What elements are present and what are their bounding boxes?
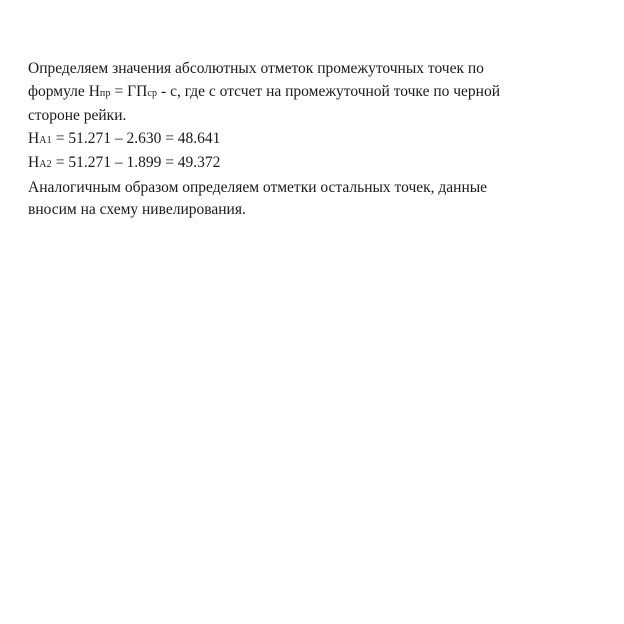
equation-a2-symbol: H	[28, 154, 40, 171]
intro-line-1: Определяем значения абсолютных отметок промежуточных точек по	[28, 60, 484, 77]
equation-a1-symbol: H	[28, 129, 40, 147]
equation-line-a1	[28, 128, 598, 153]
document-text	[28, 58, 598, 222]
conclusion-line-1: Аналогичным образом определяем отметки остальных точек, данные	[28, 178, 488, 196]
formula-gp-subscript: ср	[147, 87, 158, 99]
intro-line-2-suffix: - с, где с отсчет на промежуточной точке по черной	[157, 82, 501, 100]
conclusion-line-2: вносим на схему нивелирования.	[28, 201, 246, 218]
formula-h-symbol: H	[88, 82, 100, 100]
equation-line-a2	[28, 152, 598, 177]
intro-line-3: стороне рейки.	[28, 107, 127, 124]
intro-line-2	[28, 81, 598, 106]
equation-a2-subscript: A2	[39, 159, 52, 170]
formula-h-subscript: пр	[99, 87, 111, 99]
formula-gp-term: = ГП	[110, 82, 148, 100]
equation-a1-expression: = 51.271 – 2.630 = 48.641	[51, 129, 221, 147]
intro-line-2-prefix: формуле	[28, 82, 89, 100]
equation-a2-expression: = 51.271 – 1.899 = 49.372	[51, 154, 221, 171]
equation-a1-subscript: A1	[39, 134, 52, 146]
